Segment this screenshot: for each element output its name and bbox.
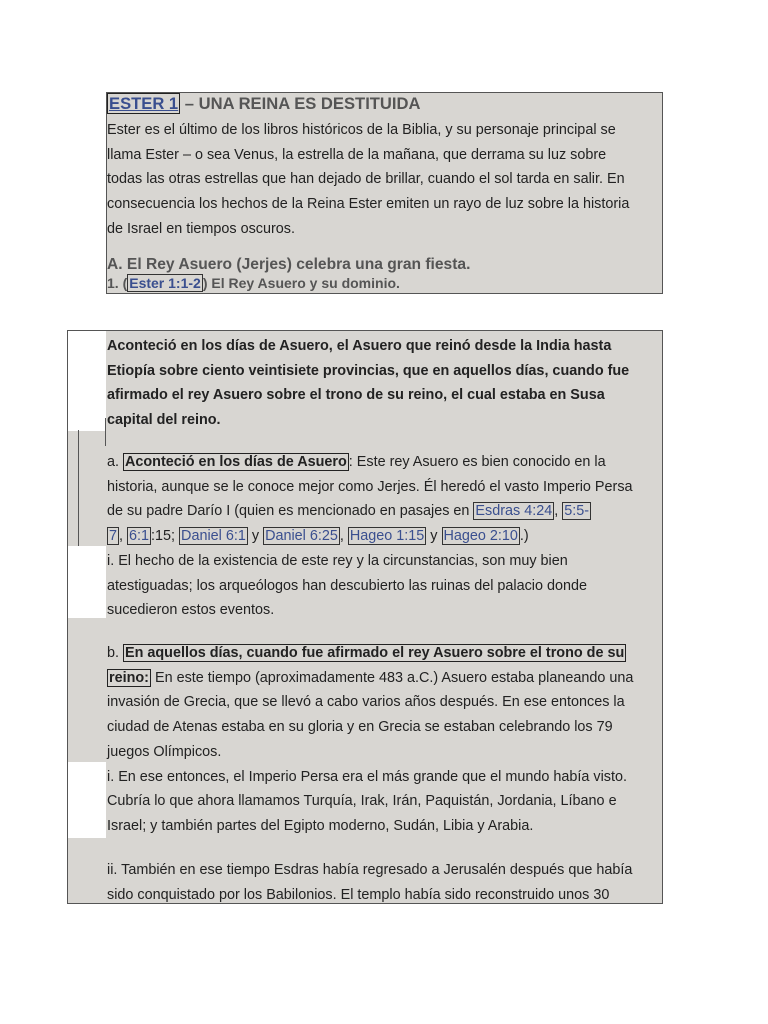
hageo-2-10-link[interactable]: Hageo 2:10 (443, 528, 518, 545)
title-rest: – UNA REINA ES DESTITUIDA (180, 94, 421, 113)
esdras-5-7-link[interactable]: 7 (109, 528, 118, 545)
point-a: a. Aconteció en los días de Asuero : Este rey Asuero es bien conocido en la historia, aunque se le conoce mejor como Jerjes. Él heredó el vasto Imperio Persa de su padre Darío I (quien es mencionado en pasajes en Esdras 4:24 , 5:5- 7 , 6:1 :15; Daniel 6:1 y Daniel 6:25 , Hageo 1:15 y Hageo 2:10 .) i. El hecho de la existencia de este rey y la circunstancias, son muy bien atestiguadas; los arqueólogos han descubierto las ruinas del palacio donde sucedieron estos eventos. (107, 454, 633, 619)
esdras-6-1-link[interactable]: 6:1 (129, 528, 150, 545)
margin-strip (68, 331, 106, 431)
margin-rule (67, 546, 68, 638)
point-b: b. En aquellos días, cuando fue afirmado el rey Asuero sobre el trono de su reino: En este tiempo (aproximadamente 483 a.C.) Asuero estaba planeando una invasión de Grecia, que se llevó a cabo varios años después. En ese entonces la ciudad de Atenas estaba en su gloria y en Grecia se estaban celebrando los 79 juegos Olímpicos. i. En ese entonces, el Imperio Persa era el más grande que el mundo había visto. Cubría lo que ahora llamamos Turquía, Irak, Irán, Paquistán, Jordania, Líbano e Israel; y también partes del Egipto moderno, Sudán, Libia y Arabia. (107, 645, 634, 834)
verse-text: Aconteció en los días de Asuero, el Asuero que reinó desde la India hasta Etiopía sobre ciento veintisiete provincias, que en aquellos días, cuando fue afirmado el rey Asuero sobre el trono de su reino, el cual estaba en Susa capital del reino. (107, 338, 630, 429)
ester-1-link[interactable]: ESTER 1 (109, 94, 179, 113)
page-title (107, 93, 421, 115)
point-b-title-cont: reino: (109, 669, 149, 686)
daniel-6-25-link[interactable]: Daniel 6:25 (265, 528, 338, 545)
hageo-1-15-link[interactable]: Hageo 1:15 (349, 528, 425, 545)
margin-strip (68, 546, 106, 618)
margin-strip (68, 762, 106, 838)
margin-rule (78, 430, 79, 546)
ester-1-1-2-link[interactable]: Ester 1:1-2 (129, 275, 201, 291)
point-b-ii: ii. También en ese tiempo Esdras había regresado a Jerusalén después que había sido conquistado por los Babilonios. El templo había sido reconstruido unos 30 (107, 862, 633, 903)
intro-paragraph: Ester es el último de los libros históricos de la Biblia, y su personaje principal se llama Ester – o sea Venus, la estrella de la mañana, que derrama su luz sobre todas las otras estrellas que han dejado de brillar, cuando el sol tarda en salir. En consecuencia los hechos de la Reina Ester emiten un rayo de luz sobre la historia de Israel en tiempos oscuros. (107, 122, 630, 237)
heading-a: A. El Rey Asuero (Jerjes) celebra una gran fiesta. (107, 256, 471, 273)
esdras-5-5-link[interactable]: 5:5- (564, 503, 590, 520)
margin-rule (105, 418, 106, 446)
point-1: 1. ( Ester 1:1-2 ) El Rey Asuero y su dominio. (107, 275, 400, 291)
point-a-title: Aconteció en los días de Asuero (125, 454, 347, 470)
point-b-title: En aquellos días, cuando fue afirmado el rey Asuero sobre el trono de su (125, 645, 625, 661)
daniel-6-1-link[interactable]: Daniel 6:1 (181, 528, 246, 545)
esdras-4-24-link[interactable]: Esdras 4:24 (475, 503, 553, 520)
